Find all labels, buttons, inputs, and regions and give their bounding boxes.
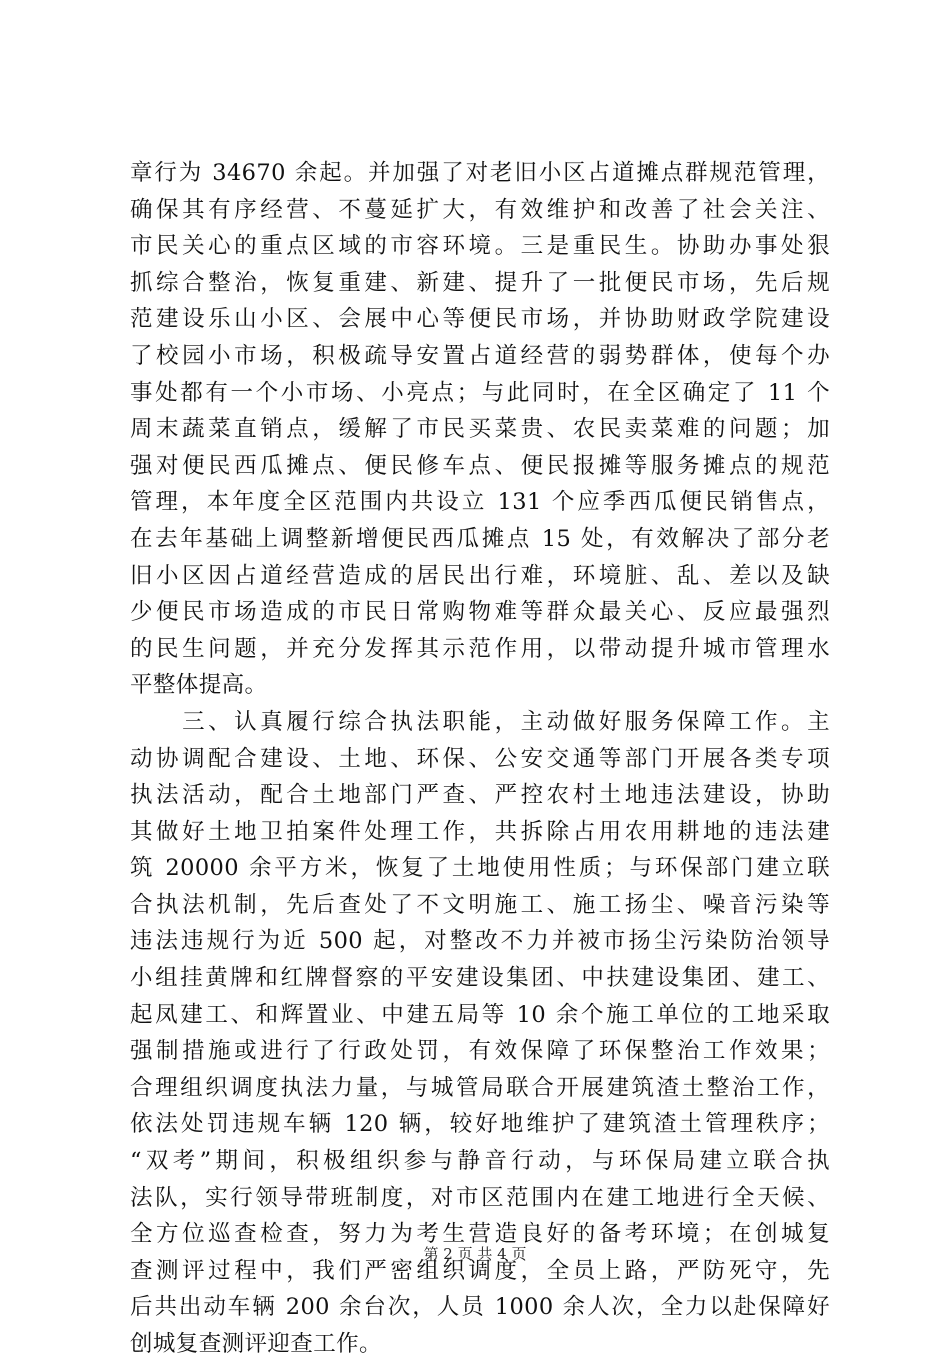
text-line: 的民生问题，并充分发挥其示范作用，以带动提升城市管理水: [130, 635, 830, 662]
text-line: 违法违规行为近 500 起，对整改不力并被市扬尘污染防治领导: [130, 928, 830, 955]
paragraph-end-line: 平整体提高。: [130, 672, 268, 699]
paragraph-end-line: 创城复查测评迎查工作。: [130, 1331, 382, 1357]
text-line: 少便民市场造成的市民日常购物难等群众最关心、反应最强烈: [130, 599, 830, 626]
text-line: 起凤建工、和辉置业、中建五局等 10 余个施工单位的工地采取: [130, 1001, 830, 1028]
document-body: [130, 155, 830, 1363]
text-line: 动协调配合建设、土地、环保、公安交通等部门开展各类专项: [130, 745, 830, 772]
text-line: 筑 20000 余平方米，恢复了土地使用性质；与环保部门建立联: [130, 855, 830, 882]
text-line: 在去年基础上调整新增便民西瓜摊点 15 处，有效解决了部分老: [130, 525, 830, 552]
text-line: 事处都有一个小市场、小亮点；与此同时，在全区确定了 11 个: [130, 379, 830, 406]
text-line: 确保其有序经营、不蔓延扩大，有效维护和改善了社会关注、: [130, 196, 830, 223]
text-line: 周末蔬菜直销点，缓解了市民买菜贵、农民卖菜难的问题；加: [130, 416, 830, 443]
text-line: 其做好土地卫拍案件处理工作，共拆除占用农用耕地的违法建: [130, 818, 830, 845]
text-line: 旧小区因占道经营造成的居民出行难，环境脏、乱、差以及缺: [130, 562, 830, 589]
text-line: 强制措施或进行了行政处罚，有效保障了环保整治工作效果；: [130, 1038, 830, 1065]
text-line: 了校园小市场，积极疏导安置占道经营的弱势群体，使每个办: [130, 342, 830, 369]
text-line: 依法处罚违规车辆 120 辆，较好地维护了建筑渣土管理秩序；: [130, 1111, 830, 1138]
text-line: “双考”期间，积极组织参与静音行动，与环保局建立联合执: [130, 1148, 830, 1175]
text-line: 小组挂黄牌和红牌督察的平安建设集团、中扶建设集团、建工、: [130, 965, 830, 992]
text-line: 市民关心的重点区域的市容环境。三是重民生。协助办事处狠: [130, 233, 830, 260]
text-line: 后共出动车辆 200 余台次，人员 1000 余人次，全力以赴保障好: [130, 1294, 830, 1321]
text-line: 范建设乐山小区、会展中心等便民市场，并协助财政学院建设: [130, 306, 830, 333]
text-line: 查测评过程中，我们严密组织调度，全员上路，严防死守，先: [130, 1257, 830, 1284]
paragraph-first-line: 三、认真履行综合执法职能，主动做好服务保障工作。主: [130, 708, 830, 735]
text-line: 合理组织调度执法力量，与城管局联合开展建筑渣土整治工作，: [130, 1074, 830, 1101]
text-line: 强对便民西瓜摊点、便民修车点、便民报摊等服务摊点的规范: [130, 452, 830, 479]
page-number-footer: 第 2 页 共 4 页: [423, 1245, 527, 1263]
text-line: 章行为 34670 余起。并加强了对老旧小区占道摊点群规范管理，: [130, 160, 830, 186]
text-line: 法队，实行领导带班制度，对市区范围内在建工地进行全天候、: [130, 1184, 830, 1211]
text-line: 管理，本年度全区范围内共设立 131 个应季西瓜便民销售点，: [130, 489, 830, 516]
text-line: 合执法机制，先后查处了不文明施工、施工扬尘、噪音污染等: [130, 891, 830, 918]
text-line: 抓综合整治，恢复重建、新建、提升了一批便民市场，先后规: [130, 269, 830, 296]
text-line: 执法活动，配合土地部门严查、严控农村土地违法建设，协助: [130, 782, 830, 809]
text-line: 全方位巡查检查，努力为考生营造良好的备考环境；在创城复: [130, 1221, 830, 1248]
